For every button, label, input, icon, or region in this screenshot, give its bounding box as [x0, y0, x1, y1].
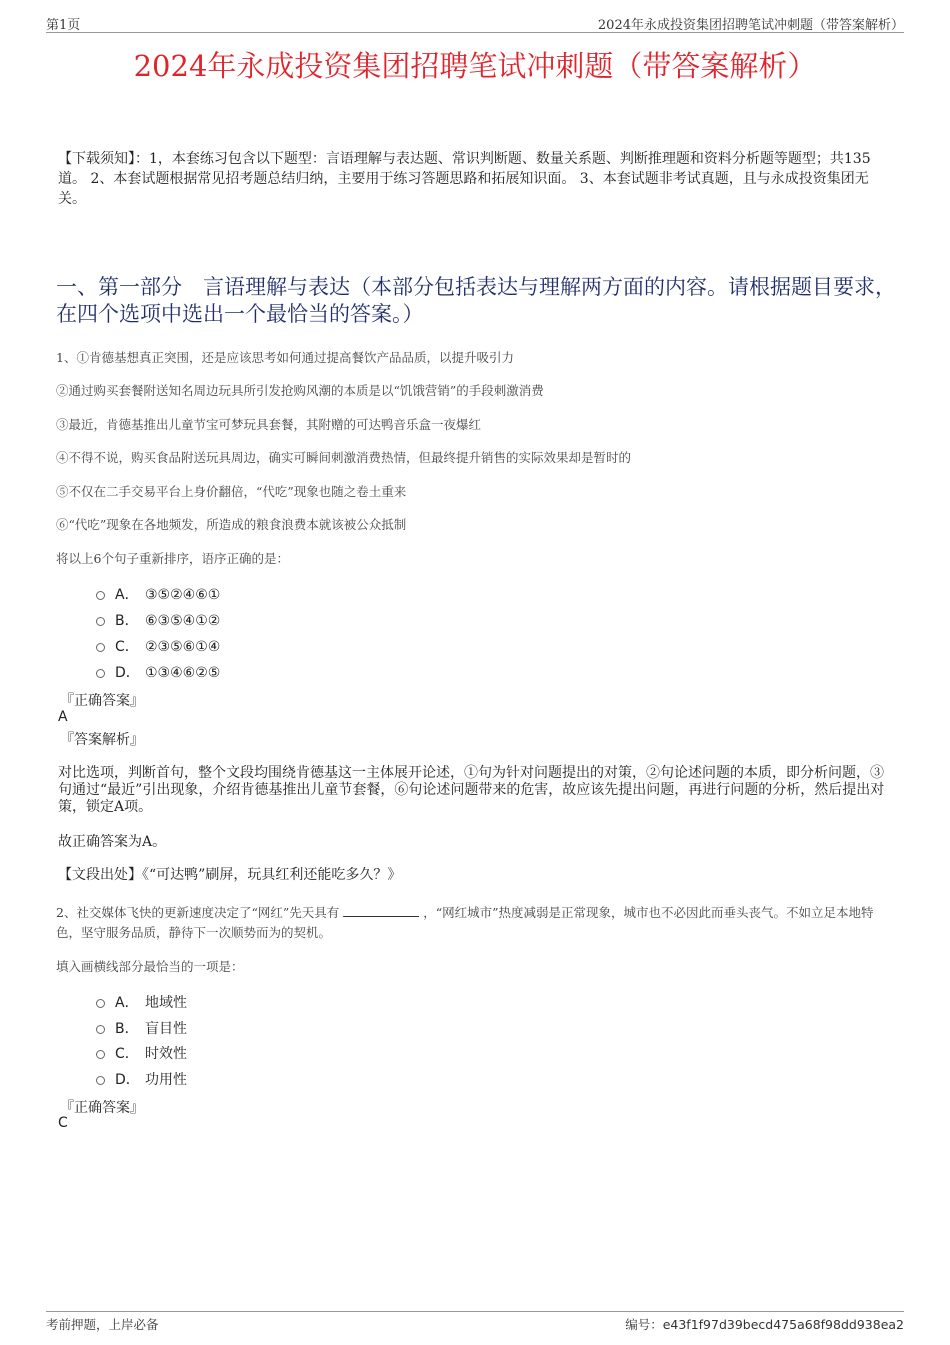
option-text: 功用性 [145, 1072, 187, 1088]
option-letter: C． [115, 639, 139, 655]
radio-icon[interactable] [96, 1025, 105, 1034]
radio-icon[interactable] [96, 643, 105, 652]
option-letter: B． [115, 1021, 139, 1037]
page-number: 第1页 [46, 18, 81, 33]
radio-icon[interactable] [96, 617, 105, 626]
page-title: 2024年永成投资集团招聘笔试冲刺题（带答案解析） [133, 49, 817, 83]
running-title: 2024年永成投资集团招聘笔试冲刺题（带答案解析） [597, 18, 904, 33]
download-notice: 【下载须知】：1，本套练习包含以下题型：言语理解与表达题、常识判断题、数量关系题、判断推理题和资料分析题等题型；共135道。 2、本套试题根据常见招考题总结归纳，主要用于练习答题思路和拓展知识面。 3、本套试题非考试真题，且与永成投资集团无关。 [58, 151, 871, 207]
q1-sentence-1: 1、①肯德基想真正突围，还是应该思考如何通过提高餐饮产品品质，以提升吸引力 [56, 350, 514, 365]
option-text: ③⑤②④⑥① [145, 587, 221, 603]
radio-icon[interactable] [96, 591, 105, 600]
answer-blank [343, 906, 419, 917]
section-heading: 一、第一部分 言语理解与表达（本部分包括表达与理解两方面的内容。请根据题目要求，在四个选项中选出一个最恰当的答案。） [56, 275, 896, 326]
option-text: 时效性 [145, 1046, 187, 1062]
q2-option-b[interactable] [96, 1018, 187, 1038]
q2-answer-label: 『正确答案』 [60, 1100, 144, 1116]
q1-option-a[interactable] [96, 584, 220, 604]
footer-slogan: 考前押题，上岸必备 [46, 1317, 159, 1332]
radio-icon[interactable] [96, 669, 105, 678]
q1-analysis-label: 『答案解析』 [60, 732, 144, 748]
q1-sentence-5: ⑤不仅在二手交易平台上身价翻倍，“代吃”现象也随之卷土重来 [56, 484, 407, 499]
q1-option-b[interactable] [96, 610, 220, 630]
document-id: 编号：e43f1f97d39becd475a68f98dd938ea2 [625, 1317, 904, 1332]
q2-stem-end: ，“网红城市”热度减弱是正常现象，城市也不必因此而垂头丧气。不如立足本地特色，坚守服务品质，静待下一次顺势而为的契机。 [56, 905, 874, 940]
radio-icon[interactable] [96, 1050, 105, 1059]
q2-option-a[interactable] [96, 992, 187, 1012]
q1-option-d[interactable] [96, 662, 220, 682]
footer-divider [46, 1311, 904, 1312]
option-text: ⑥③⑤④①② [145, 613, 221, 629]
q1-prompt: 将以上6个句子重新排序，语序正确的是： [56, 551, 289, 566]
radio-icon[interactable] [96, 1076, 105, 1085]
option-text: ①③④⑥②⑤ [145, 665, 221, 681]
q1-option-c[interactable] [96, 636, 220, 656]
q1-sentence-4: ④不得不说，购买食品附送玩具周边，确实可瞬间刺激消费热情，但最终提升销售的实际效果却是暂时的 [56, 450, 632, 465]
header-divider [46, 32, 904, 33]
q2-answer: C [58, 1115, 68, 1131]
q1-sentence-3: ③最近，肯德基推出儿童节宝可梦玩具套餐，其附赠的可达鸭音乐盒一夜爆红 [56, 417, 482, 432]
option-letter: C． [115, 1046, 139, 1062]
option-letter: A． [115, 995, 139, 1011]
q2-option-c[interactable] [96, 1043, 187, 1063]
q2-prompt: 填入画横线部分最恰当的一项是： [56, 959, 244, 974]
q1-sentence-2: ②通过购买套餐附送知名周边玩具所引发抢购风潮的本质是以“饥饿营销”的手段刺激消费 [56, 383, 544, 398]
q1-sentence-6: ⑥“代吃”现象在各地频发，所造成的粮食浪费本就该被公众抵制 [56, 517, 407, 532]
q1-answer-label: 『正确答案』 [60, 693, 144, 709]
option-letter: D． [115, 665, 140, 681]
q2-option-d[interactable] [96, 1069, 187, 1089]
q1-source: 【文段出处】《“可达鸭”刷屏，玩具红利还能吃多久？》 [58, 867, 402, 883]
q1-analysis: 对比选项，判断首句，整个文段均围绕肯德基这一主体展开论述，①句为针对问题提出的对策，②句论述问题的本质，即分析问题，③句通过“最近”引出现象，介绍肯德基推出儿童节套餐，⑥句论述问题带来的危害，故应该先提出问题，再进行问题的分析，然后提出对策，锁定A项。 [58, 765, 885, 815]
q1-conclusion: 故正确答案为A。 [58, 834, 167, 850]
q2-stem [56, 903, 894, 943]
q1-answer: A [58, 709, 68, 725]
option-letter: B． [115, 613, 139, 629]
radio-icon[interactable] [96, 999, 105, 1008]
option-letter: D． [115, 1072, 140, 1088]
option-text: 盲目性 [145, 1021, 187, 1037]
q2-stem-start: 2、社交媒体飞快的更新速度决定了“网红”先天具有 [56, 905, 340, 920]
option-letter: A． [115, 587, 139, 603]
option-text: ②③⑤⑥①④ [145, 639, 221, 655]
option-text: 地域性 [145, 995, 187, 1011]
